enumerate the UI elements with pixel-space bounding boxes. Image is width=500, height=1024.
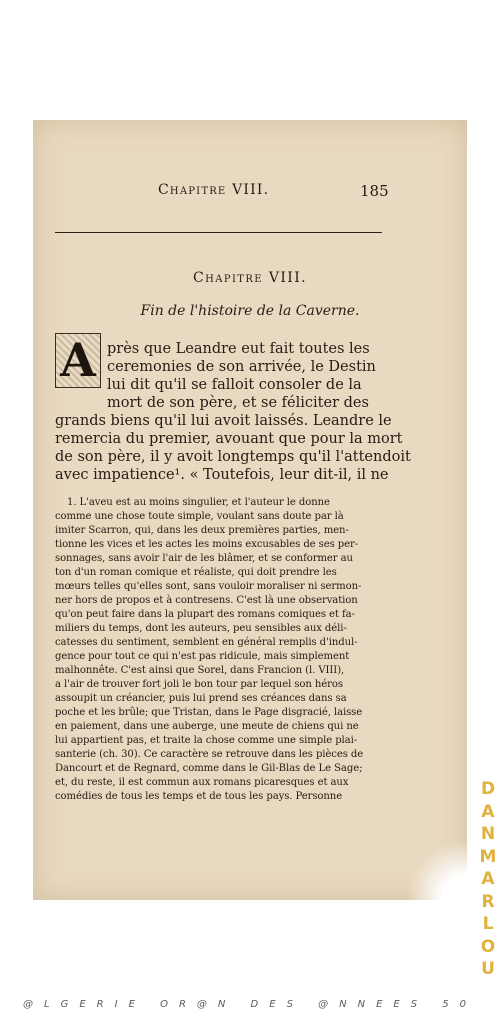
header-rule bbox=[55, 232, 382, 233]
body-line: mort de son père, et se féliciter des bbox=[107, 395, 369, 411]
running-head bbox=[33, 182, 467, 202]
footnote-line: santerie (ch. 30). Ce caractère se retrouve dans les pièces de bbox=[55, 749, 364, 760]
footnote-line: ner hors de propos et à contresens. C'est là une observation bbox=[55, 595, 358, 606]
footnote-line: Dancourt et de Regnard, comme dans le Gil-Blas de Le Sage; bbox=[55, 763, 363, 774]
stamp-letter: N bbox=[480, 824, 496, 844]
stamp-letter: D bbox=[480, 779, 496, 799]
body-line: près que Leandre eut fait toutes les bbox=[107, 341, 370, 357]
body-line: remercia du premier, avouant que pour la mort bbox=[55, 431, 403, 447]
stamp-letter: M bbox=[479, 846, 497, 867]
stamp-letter: L bbox=[482, 914, 494, 934]
stamp-letter: A bbox=[481, 869, 495, 889]
stamp-letter: U bbox=[481, 959, 495, 979]
page-corner-shade bbox=[409, 840, 467, 900]
footnote-line: a l'air de trouver fort joli le bon tour par lequel son héros bbox=[55, 679, 343, 690]
footnote-line: mœurs telles qu'elles sont, sans vouloir moraliser ni sermon- bbox=[55, 581, 362, 592]
stamp-letter: O bbox=[480, 936, 496, 957]
ornamental-drop-cap: A bbox=[55, 333, 101, 388]
footnote-line: malhonnête. C'est ainsi que Sorel, dans Francion (l. VIII), bbox=[55, 665, 345, 676]
footnote-line: et, du reste, il est commun aux romans picaresques et aux bbox=[55, 777, 349, 788]
body-line: avec impatience¹. « Toutefois, leur dit-il, il ne bbox=[55, 467, 389, 483]
chapter-title: Chapitre VIII. bbox=[192, 270, 308, 286]
footnote-line: catesses du sentiment, semblent en général remplis d'indul- bbox=[55, 637, 358, 648]
footnote-line: gence pour tout ce qui n'est pas ridicule, mais simplement bbox=[55, 651, 350, 662]
footnote-line: sonnages, sans avoir l'air de les blâmer, et se conformer au bbox=[55, 553, 353, 564]
stamp-letter: A bbox=[481, 801, 495, 822]
footnote-line: assoupit un créancier, puis lui prend ses créances dans sa bbox=[55, 693, 347, 704]
chapter-subtitle: Fin de l'histoire de la Caverne. bbox=[140, 303, 360, 319]
page-number: 185 bbox=[360, 182, 389, 200]
danmarlou-stamp bbox=[478, 778, 498, 1008]
body-line: lui dit qu'il se falloit consoler de la bbox=[107, 377, 362, 393]
footnote-line: poche et les brûle; que Tristan, dans le Page disgracié, laisse bbox=[55, 707, 363, 718]
footnote-line: qu'on peut faire dans la plupart des romans comiques et fa- bbox=[55, 609, 355, 620]
running-title: Chapitre VIII. bbox=[158, 182, 270, 198]
footnote-line: tionne les vices et les actes les moins excusables de ses per- bbox=[55, 539, 359, 550]
footnote-line: comédies de tous les temps et de tous les pays. Personne bbox=[55, 791, 343, 802]
stamp-letter: R bbox=[481, 891, 495, 912]
footnote bbox=[55, 496, 395, 804]
book-page bbox=[33, 120, 467, 900]
footnote-line: comme une chose toute simple, voulant sans doute par là bbox=[55, 511, 344, 522]
footnote-line: imiter Scarron, qui, dans les deux premières parties, men- bbox=[55, 525, 349, 536]
footnote-line: en paiement, dans une auberge, une meute de chiens qui ne bbox=[55, 721, 359, 732]
footnote-line: 1. L'aveu est au moins singulier, et l'auteur le donne bbox=[67, 497, 330, 508]
watermark-caption: @LGERIE OR@N DES @NNEES 50 bbox=[23, 999, 477, 1010]
body-line: de son père, il y avoit longtemps qu'il l'attendoit bbox=[55, 449, 411, 465]
footnote-line: ton d'un roman comique et réaliste, qui doit prendre les bbox=[55, 567, 337, 578]
body-line: grands biens qu'il lui avoit laissés. Leandre le bbox=[55, 413, 392, 429]
footnote-line: lui appartient pas, et traite la chose comme une simple plai- bbox=[55, 735, 358, 746]
body-line: ceremonies de son arrivée, le Destin bbox=[107, 359, 376, 375]
footnote-line: miliers du temps, dont les auteurs, peu sensibles aux déli- bbox=[55, 623, 347, 634]
body-text bbox=[55, 340, 411, 484]
